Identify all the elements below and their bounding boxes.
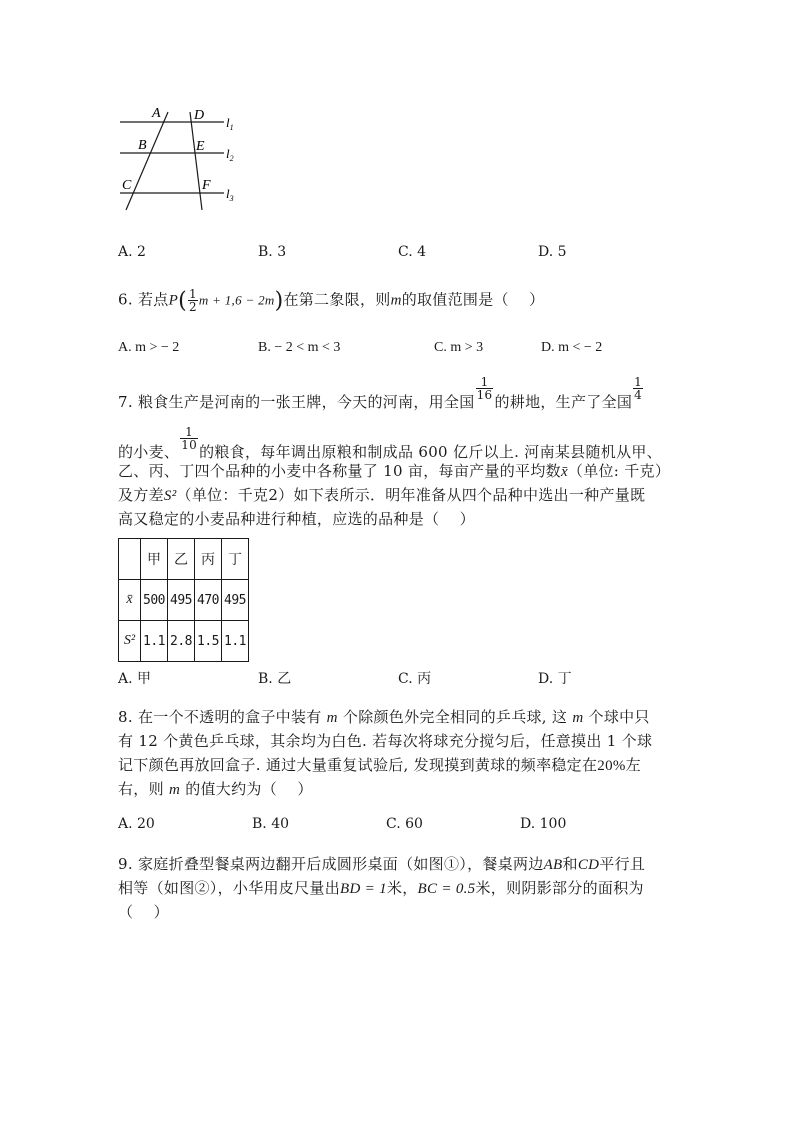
q7-fraction-3 <box>180 426 198 451</box>
q8-line-3b: 左 <box>625 756 641 774</box>
table-cell: 470 <box>195 580 222 621</box>
table-cell: 495 <box>168 580 195 621</box>
table-cell: 2.8 <box>168 621 195 662</box>
q8-line-3 <box>118 754 641 775</box>
q9-line-2b: 米， <box>386 879 418 897</box>
q9-cd: CD <box>577 857 600 873</box>
table-header-cell <box>119 539 141 580</box>
q8-line-3a: 记下颜色再放回盒子. 通过大量重复试验后, 发现摸到黄球的频率稳定在 <box>118 756 598 774</box>
q9-line-2c: 米，则阴影部分的面积为 <box>475 879 644 897</box>
point-d-label: D <box>194 108 205 123</box>
q7-option-a: A. 甲 <box>118 671 152 687</box>
q6-option-d: D. m < − 2 <box>541 340 603 355</box>
q9-line-2 <box>118 877 644 898</box>
point-f-label: F <box>202 178 211 193</box>
line-l1-label: $l_1$ <box>226 115 234 132</box>
q6-option-b: B. − 2 < m < 3 <box>258 340 341 355</box>
point-e-label: E <box>196 139 205 154</box>
table-cell: 1.1 <box>141 621 168 662</box>
transversal-def <box>190 112 202 210</box>
q6-post: 在第二象限，则 <box>283 290 391 309</box>
q9-ab: AB <box>543 857 563 873</box>
table-cell: 500 <box>141 580 168 621</box>
q8-line-2: 有 12 个黄色乒乓球，其余均为白色. 若每次将球充分搅匀后，任意摸出 1 个球 <box>118 732 653 750</box>
q8-line-1c: 个球中只 <box>588 708 650 726</box>
q9-line-1a: 9. 家庭折叠型餐桌两边翻开后成圆形桌面（如图①），餐桌两边 <box>118 855 544 873</box>
q9-line-1 <box>118 853 645 874</box>
q7-line-4b: （单位：千克2）如下表所示．明年准备从四个品种中选出一种产量既 <box>176 486 646 504</box>
parallel-lines-figure <box>110 100 250 218</box>
q7-line-3a: 乙、丙、丁四个品种的小麦中各称量了 10 亩，每亩产量的平均数 <box>118 462 561 480</box>
q7-option-d: D. 丁 <box>538 671 572 687</box>
q6-fraction <box>188 288 198 313</box>
q7-line-1 <box>118 376 644 412</box>
q6-var: m <box>390 292 402 309</box>
table-cell: 495 <box>222 580 249 621</box>
table-row-label: S² <box>119 621 141 662</box>
q6-frac-num: 1 <box>188 287 197 301</box>
q7-fraction-1 <box>476 376 494 401</box>
q6-option-c: C. m > 3 <box>434 340 484 355</box>
q7-line-3 <box>118 460 670 481</box>
table-cell: 1.5 <box>195 621 222 662</box>
q7-line-1a: 7. 粮食生产是河南的一张王牌，今天的河南，用全国 <box>118 393 475 411</box>
q7-variance-symbol: S² <box>163 488 177 504</box>
q7-f3-num: 1 <box>180 426 198 439</box>
q8-option-c: C. 60 <box>386 816 423 832</box>
q8-m-var: m <box>168 782 181 798</box>
q6-stem <box>118 288 544 314</box>
q7-option-c: C. 丙 <box>398 671 432 687</box>
q6-point: P <box>168 292 179 309</box>
line-l2-label: $l_2$ <box>226 146 234 163</box>
q9-bd: BD = 1 <box>340 881 387 897</box>
q7-f2-num: 1 <box>634 375 643 389</box>
q9-line-1b: 平行且 <box>599 855 646 873</box>
table-row <box>119 621 249 662</box>
q8-line-4 <box>118 778 313 799</box>
q8-option-d: D. 100 <box>520 816 567 832</box>
table-row-label: x̄ <box>119 580 141 621</box>
q7-f1-den: 16 <box>476 388 493 402</box>
q7-line-3b: （单位: 千克） <box>567 462 671 480</box>
q7-line-4a: 及方差 <box>118 486 164 504</box>
q7-mean-symbol: x̄ <box>560 464 568 480</box>
q8-percent: 20% <box>597 758 626 774</box>
transversal-acf <box>126 112 168 210</box>
q6-coord-rest: m + 1,6 − 2m <box>198 292 275 308</box>
table-header-cell: 丁 <box>222 539 249 580</box>
q8-m-var: m <box>326 710 338 726</box>
q7-f3-den: 10 <box>181 438 198 452</box>
q9-bc: BC = 0.5 <box>417 881 476 897</box>
q7-f1-num: 1 <box>476 376 494 389</box>
q7-line-2 <box>118 426 662 462</box>
q7-line-2b: 的粮食，每年调出原粮和制成品 600 亿斤以上. 河南某县随机从甲、 <box>199 443 662 461</box>
line-l3-label: $l_3$ <box>226 186 234 203</box>
q8-line-4b: 的值大约为（ ） <box>185 780 313 798</box>
q9-line-3: （ ） <box>118 903 169 921</box>
q7-line-1b: 的耕地，生产了全国 <box>494 393 633 411</box>
q6-pre: 6. 若点 <box>118 290 169 309</box>
table-row <box>119 539 249 580</box>
q5-option-c: C. 4 <box>398 244 427 260</box>
point-b-label: B <box>138 138 147 153</box>
q8-line-1 <box>118 706 650 727</box>
table-row <box>119 580 249 621</box>
q7-line-5: 高又稳定的小麦品种进行种植，应选的品种是（ ） <box>118 510 475 528</box>
q7-option-b: B. 乙 <box>258 671 292 687</box>
point-c-label: C <box>122 178 132 193</box>
q5-option-a: A. 2 <box>118 244 146 260</box>
table-header-cell: 乙 <box>168 539 195 580</box>
q5-option-d: D. 5 <box>538 244 567 260</box>
q6-post2: 的取值范围是（ ） <box>401 290 545 309</box>
q6-open-paren: ( <box>178 288 187 314</box>
point-a-label: A <box>152 106 161 121</box>
q7-line-2a: 的小麦、 <box>118 443 180 461</box>
table-header-cell: 丙 <box>195 539 222 580</box>
q8-line-1b: 个除颜色外完全相同的乒乓球, 这 <box>342 708 568 726</box>
q8-line-4a: 右，则 <box>118 780 164 798</box>
q8-m-var: m <box>572 710 584 726</box>
q6-frac-den: 2 <box>188 300 197 314</box>
q7-line-4 <box>118 484 645 505</box>
q7-fraction-2 <box>633 376 643 401</box>
q9-and: 和 <box>562 855 578 873</box>
q8-line-1a: 8. 在一个不透明的盒子中装有 <box>118 708 322 726</box>
q9-line-2a: 相等（如图②），小华用皮尺量出 <box>118 879 341 897</box>
table-cell: 1.1 <box>222 621 249 662</box>
q6-option-a: A. m > − 2 <box>118 340 180 355</box>
q5-option-b: B. 3 <box>258 244 287 260</box>
q7-f2-den: 4 <box>634 388 643 402</box>
q8-option-b: B. 40 <box>252 816 290 832</box>
q7-data-table <box>118 538 249 662</box>
table-header-cell: 甲 <box>141 539 168 580</box>
q8-option-a: A. 20 <box>118 816 155 832</box>
q6-close-paren: ) <box>274 288 284 314</box>
